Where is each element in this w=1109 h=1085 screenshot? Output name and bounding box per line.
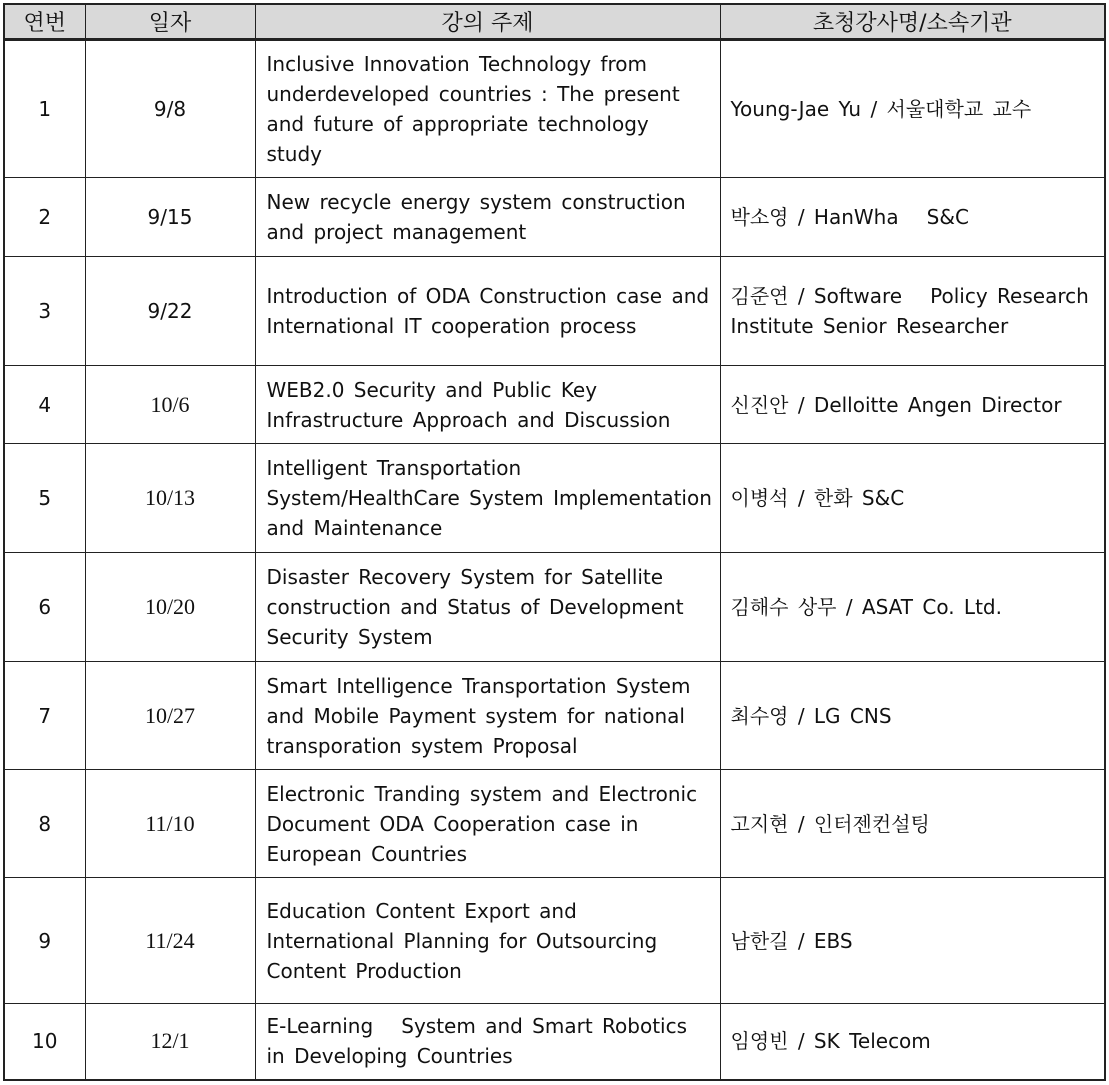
table-row	[4, 553, 1105, 662]
table-row	[4, 366, 1105, 444]
row-topic: Electronic Tranding system and Electronic Document ODA Cooperation case in European Countries	[255, 770, 720, 878]
table-row	[4, 1004, 1105, 1080]
row-speaker: Young-Jae Yu / 서울대학교 교수	[720, 40, 1105, 178]
table-row	[4, 257, 1105, 366]
row-no: 7	[4, 662, 85, 770]
header-date: 일자	[85, 4, 255, 40]
row-date: 11/10	[85, 770, 255, 878]
header-topic: 강의 주제	[255, 4, 720, 40]
row-date: 9/15	[85, 178, 255, 257]
row-topic: Inclusive Innovation Technology from underdeveloped countries : The present and future of appropriate technology study	[255, 40, 720, 178]
row-speaker: 최수영 / LG CNS	[720, 662, 1105, 770]
row-speaker: 김해수 상무 / ASAT Co. Ltd.	[720, 553, 1105, 662]
row-topic: E-Learning System and Smart Robotics in Developing Countries	[255, 1004, 720, 1080]
row-speaker: 이병석 / 한화 S&C	[720, 444, 1105, 553]
row-topic: New recycle energy system construction and project management	[255, 178, 720, 257]
header-speaker: 초청강사명/소속기관	[720, 4, 1105, 40]
header-no: 연번	[4, 4, 85, 40]
row-date: 9/22	[85, 257, 255, 366]
row-no: 8	[4, 770, 85, 878]
row-no: 2	[4, 178, 85, 257]
row-speaker: 박소영 / HanWha S&C	[720, 178, 1105, 257]
row-date: 10/6	[85, 366, 255, 444]
row-date: 10/13	[85, 444, 255, 553]
row-date: 10/27	[85, 662, 255, 770]
header-row	[4, 4, 1105, 40]
row-speaker: 임영빈 / SK Telecom	[720, 1004, 1105, 1080]
table-row	[4, 770, 1105, 878]
row-topic: WEB2.0 Security and Public Key Infrastructure Approach and Discussion	[255, 366, 720, 444]
row-no: 10	[4, 1004, 85, 1080]
row-no: 9	[4, 878, 85, 1004]
row-no: 1	[4, 40, 85, 178]
table-row	[4, 178, 1105, 257]
row-topic: Introduction of ODA Construction case and International IT cooperation process	[255, 257, 720, 366]
row-date: 10/20	[85, 553, 255, 662]
table-row	[4, 878, 1105, 1004]
row-date: 11/24	[85, 878, 255, 1004]
table-row	[4, 662, 1105, 770]
row-no: 4	[4, 366, 85, 444]
row-topic: Disaster Recovery System for Satellite construction and Status of Development Security System	[255, 553, 720, 662]
row-speaker: 고지현 / 인터젠컨설팅	[720, 770, 1105, 878]
row-date: 12/1	[85, 1004, 255, 1080]
row-no: 3	[4, 257, 85, 366]
row-topic: Smart Intelligence Transportation System and Mobile Payment system for national transporation system Proposal	[255, 662, 720, 770]
row-speaker: 김준연 / Software Policy Research Institute Senior Researcher	[720, 257, 1105, 366]
row-speaker: 남한길 / EBS	[720, 878, 1105, 1004]
table-row	[4, 444, 1105, 553]
row-no: 5	[4, 444, 85, 553]
row-no: 6	[4, 553, 85, 662]
row-topic: Education Content Export and International Planning for Outsourcing Content Production	[255, 878, 720, 1004]
row-topic: Intelligent Transportation System/HealthCare System Implementation and Maintenance	[255, 444, 720, 553]
lecture-schedule-table	[3, 3, 1106, 1081]
table-row	[4, 40, 1105, 178]
row-date: 9/8	[85, 40, 255, 178]
row-speaker: 신진안 / Delloitte Angen Director	[720, 366, 1105, 444]
